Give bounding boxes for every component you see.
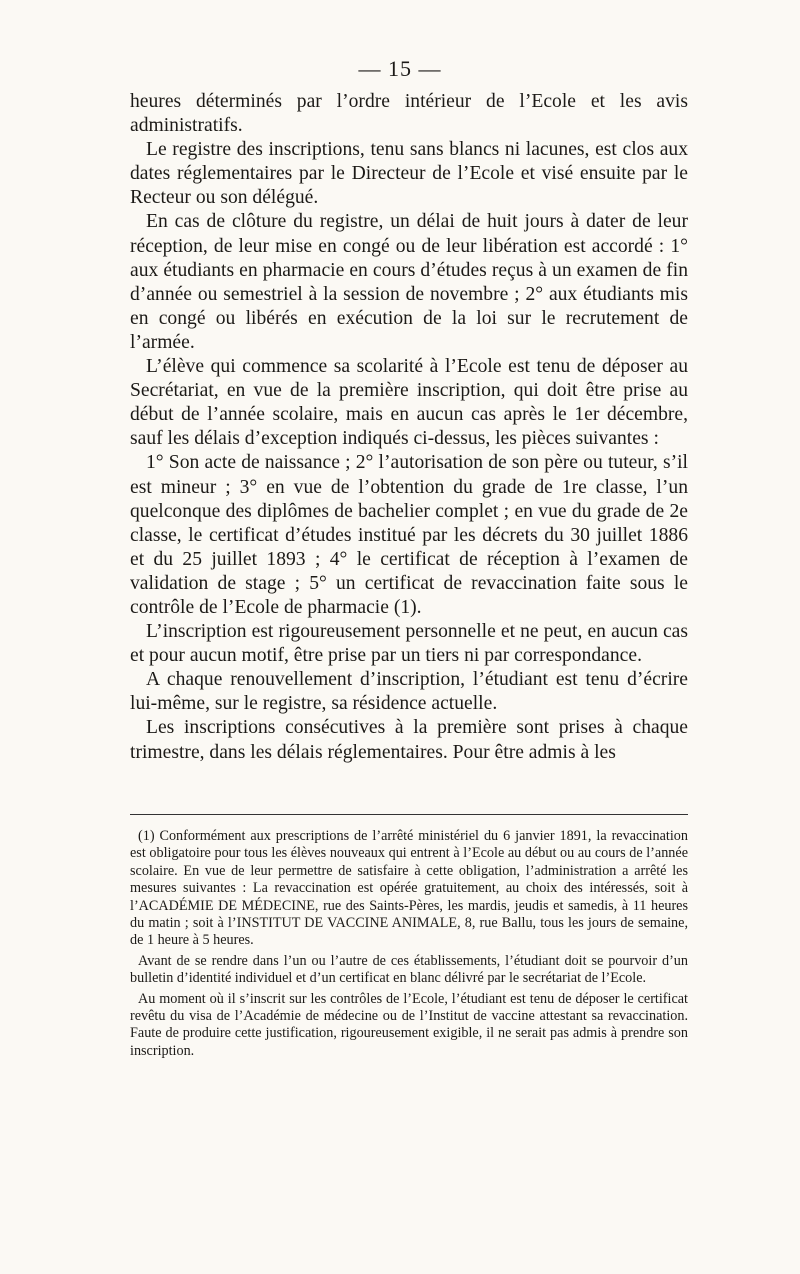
paragraph-pieces: 1° Son acte de naissance ; 2° l’autorisation de son père ou tuteur, s’il est mineur ; 3° en vue de l’obtention du grade de 1re classe, l’un quelconque des diplômes de bachelier complet ; en vue du grade de 2e classe, le certificat d’études institué par les décrets du 30 juillet 1886 et du 25 juillet 1893 ; 4° le certificat de réception à l’examen de validation de stage ; 5° un certificat de revaccination faite sous le contrôle de l’Ecole de pharmacie (1). <box>130 452 688 618</box>
paragraph-continuation: heures déterminés par l’ordre intérieur de l’Ecole et les avis administratifs. <box>130 91 688 137</box>
footnotes <box>130 828 688 1063</box>
body-text <box>130 90 688 765</box>
paragraph-personnelle: L’inscription est rigoureusement personnelle et ne peut, en aucun cas et pour aucun motif, être prise par un tiers ni par correspondance. <box>130 621 688 667</box>
footnote-avant: Avant de se rendre dans l’un ou l’autre de ces établissements, l’étudiant doit se pourvoir d’un bulletin d’identité individuel et d’un certificat en blanc délivré par le secrétariat de l’Ecole. <box>130 952 688 987</box>
paragraph-cloture: En cas de clôture du registre, un délai de huit jours à dater de leur réception, de leur mise en congé ou de leur libération est accordé : 1° aux étudiants en pharmacie en cours d’études reçus à un examen de fin d’année ou semestriel à la session de novembre ; 2° aux étudiants mis en congé ou libérés en exécution de la loi sur le recrutement de l’armée. <box>130 211 688 353</box>
paragraph-registre: Le registre des inscriptions, tenu sans blancs ni lacunes, est clos aux dates réglementaires par le Directeur de l’Ecole et visé ensuite par le Recteur ou son délégué. <box>130 139 688 209</box>
page-number: — 15 — <box>358 56 442 81</box>
footnote-divider <box>130 814 688 815</box>
footnote-au-moment: Au moment où il s’inscrit sur les contrôles de l’Ecole, l’étudiant est tenu de déposer le certificat revêtu du visa de l’Académie de médecine ou de l’Institut de vaccine attestant sa revaccination. Faute de produire cette justification, rigoureusement exigible, il ne serait pas admis à prendre son inscription. <box>130 990 688 1059</box>
paragraph-consecutives: Les inscriptions consécutives à la première sont prises à chaque trimestre, dans les délais réglementaires. Pour être admis à les <box>130 717 688 763</box>
paragraph-renouvellement: A chaque renouvellement d’inscription, l’étudiant est tenu d’écrire lui-même, sur le registre, sa résidence actuelle. <box>130 669 688 715</box>
footnote-1: (1) Conformément aux prescriptions de l’arrêté ministériel du 6 janvier 1891, la revaccination est obligatoire pour tous les élèves nouveaux qui entrent à l’Ecole au début ou au cours de l’année scolaire. En vue de leur permettre de satisfaire à cette obligation, l’administration a arrêté les mesures suivantes : La revaccination est opérée gratuitement, au choix des intéressés, soit à l’ACADÉMIE DE MÉDECINE, rue des Saints-Pères, les mardis, jeudis et samedis, à 11 heures du matin ; soit à l’INSTITUT DE VACCINE ANIMALE, 8, rue Ballu, tous les jours de semaine, de 1 heure à 5 heures. <box>130 828 688 949</box>
paragraph-premiere-inscription: L’élève qui commence sa scolarité à l’Ecole est tenu de déposer au Secrétariat, en vue de la première inscription, qui doit être prise au début de l’année scolaire, mais en aucun cas après le 1er décembre, sauf les délais d’exception indiqués ci-dessus, les pièces suivantes : <box>130 356 688 450</box>
